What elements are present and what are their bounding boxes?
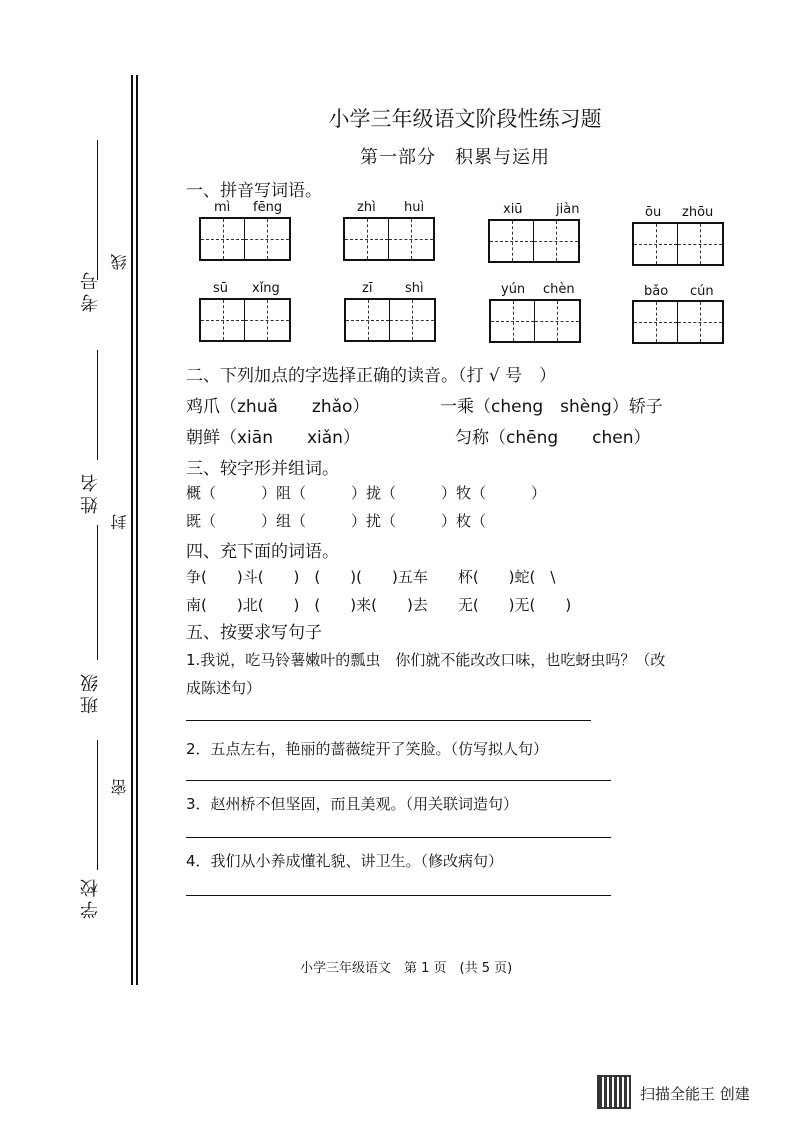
- pinyin: mì: [214, 200, 231, 215]
- kaohao-fill-line: [97, 140, 98, 280]
- answer-line-4[interactable]: [186, 895, 611, 896]
- margin-line-inner: [136, 75, 138, 985]
- question-2: 2．五点左右，艳丽的蔷薇绽开了笑脸。（仿写拟人句）: [186, 740, 549, 758]
- answer-line-2[interactable]: [186, 780, 611, 781]
- question-1-line-2: 成陈述句）: [186, 679, 262, 697]
- pronunciation-item-4: 匀称（chēng chen）: [455, 428, 651, 448]
- pinyin: xiū: [503, 202, 523, 217]
- pinyin: chèn: [543, 282, 575, 297]
- pinyin: huì: [404, 200, 425, 215]
- answer-line-1[interactable]: [186, 720, 591, 721]
- writing-grid[interactable]: [632, 300, 724, 344]
- section-1-heading: 一、拼音写词语。: [186, 181, 322, 201]
- label-banji: 班级: [80, 670, 101, 714]
- banji-fill-line: [97, 525, 98, 660]
- section-3-heading: 三、较字形并组词。: [186, 459, 339, 479]
- pinyin: zhōu: [682, 205, 714, 220]
- writing-grid[interactable]: [488, 219, 580, 263]
- page-footer: 小学三年级语文 第 1 页 (共 5 页): [300, 961, 513, 976]
- pinyin: shì: [405, 281, 424, 296]
- section-4-heading: 四、充下面的词语。: [186, 542, 339, 562]
- cut-mark-xian: 线: [110, 250, 129, 270]
- fill-words-line-2: 南( )北( ) ( )来( )去 无( )无( ): [186, 596, 572, 614]
- pinyin: zhì: [357, 200, 376, 215]
- writing-grid[interactable]: [344, 298, 436, 342]
- writing-grid[interactable]: [199, 217, 291, 261]
- writing-grid[interactable]: [632, 222, 724, 266]
- section-5-heading: 五、按要求写句子: [186, 623, 322, 643]
- qr-code-icon: [597, 1075, 631, 1109]
- pinyin: xǐng: [252, 281, 280, 296]
- pinyin: jiàn: [556, 202, 580, 217]
- answer-line-3[interactable]: [186, 837, 611, 838]
- pinyin: yún: [501, 282, 526, 297]
- word-group-line-2: 既（ ）组（ ）扰（ ）枚（: [186, 512, 487, 530]
- section-2-heading: 二、下列加点的字选择正确的读音。（打 √ 号 ）: [186, 366, 557, 386]
- question-4: 4．我们从小养成懂礼貌、讲卫生。（修改病句）: [186, 852, 504, 870]
- pronunciation-item-3: 朝鲜（xiān xiǎn）: [186, 428, 360, 448]
- xuexiao-fill-line: [97, 740, 98, 870]
- cut-mark-feng: 封: [110, 510, 129, 530]
- label-xingming: 姓名: [80, 470, 101, 514]
- word-group-line-1: 概（ ）阻（ ）拢（ ）牧（ ）: [186, 484, 547, 502]
- pinyin: cún: [690, 284, 714, 299]
- question-1-line-1: 1.我说，吃马铃薯嫩叶的瓢虫 你们就不能改改口味，也吃蚜虫吗？（改: [186, 651, 666, 669]
- writing-grid[interactable]: [343, 217, 435, 261]
- margin-line-outer: [131, 75, 133, 985]
- pinyin: fēng: [253, 200, 283, 215]
- question-3: 3．赵州桥不但坚固，而且美观。（用关联词造句）: [186, 795, 519, 813]
- pronunciation-item-2: 一乘（cheng shèng）轿子: [440, 397, 663, 417]
- pinyin: bǎo: [644, 284, 669, 299]
- pinyin: sū: [213, 281, 229, 296]
- pinyin: ōu: [645, 205, 662, 220]
- label-xuexiao: 学校: [80, 875, 101, 919]
- watermark-text: 扫描全能王 创建: [640, 1085, 750, 1103]
- writing-grid[interactable]: [489, 299, 581, 343]
- page-title: 小学三年级语文阶段性练习题: [328, 107, 602, 131]
- pinyin: zī: [362, 281, 373, 296]
- writing-grid[interactable]: [199, 298, 291, 342]
- fill-words-line-1: 争( )斗( ) ( )( )五车 杯( )蛇( \: [186, 568, 556, 586]
- xingming-fill-line: [97, 350, 98, 460]
- pronunciation-item-1: 鸡爪（zhuǎ zhǎo）: [186, 397, 370, 417]
- cut-mark-mi: 密: [110, 775, 129, 795]
- page-subtitle: 第一部分 积累与运用: [360, 147, 550, 168]
- label-kaohao: 考号: [80, 268, 101, 312]
